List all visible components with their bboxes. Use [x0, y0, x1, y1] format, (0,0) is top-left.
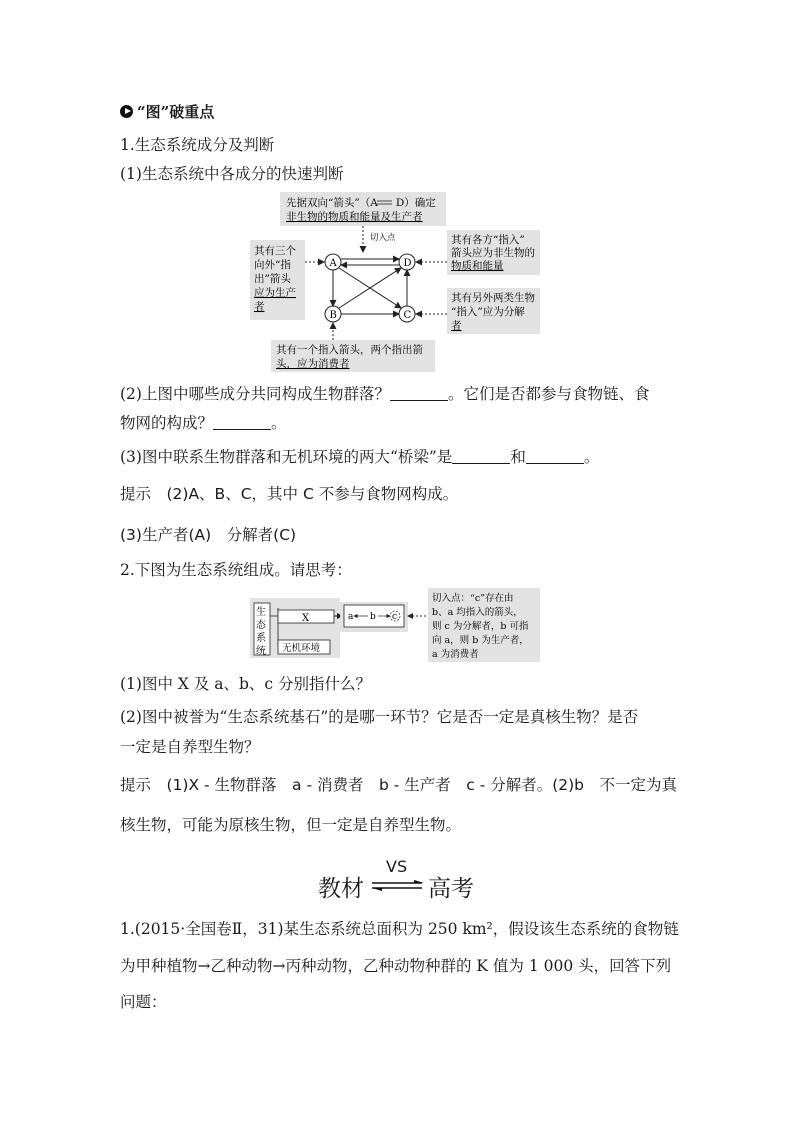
svg-text:a: a — [348, 612, 354, 622]
right-mid-note-2: 者 — [451, 320, 462, 332]
banner-mid: VS — [386, 857, 408, 876]
q2-sub1: (1)图中 X 及 a、b、c 分别指什么？ — [120, 675, 372, 693]
section-header — [120, 101, 214, 122]
right-top-note-2: 物质和能量 — [451, 260, 504, 272]
svg-text:b、a 均指入的箭头，: b、a 均指入的箭头， — [432, 607, 523, 618]
right-top-note-0: 其有各方“指入” — [451, 234, 525, 246]
q1-hint-1: 提示 (2)A、B、C，其中 C 不参与食物网构成。 — [120, 485, 459, 503]
q3-line3: 问题： — [120, 993, 167, 1011]
q2-heading: 2.下图为生态系统组成。请思考： — [120, 561, 352, 579]
q1-heading: 1.生态系统成分及判断 — [120, 136, 275, 154]
svg-text:B: B — [329, 310, 337, 321]
left-note-1: 向外“指 — [254, 259, 291, 271]
bottom-note-0: 其有一个指入箭头，两个指出箭 — [276, 344, 423, 356]
q3-line1: 1.(2015·全国卷Ⅱ，31)某生态系统总面积为 250 km²，假设该生态系统的食物链 — [120, 920, 679, 938]
left-note-4: 者 — [254, 301, 265, 313]
q3-line2: 为甲种植物→乙种动物→丙种动物，乙种动物种群的 K 值为 1 000 头，回答下列 — [120, 957, 672, 975]
left-note-2: 出”箭头 — [254, 273, 291, 285]
svg-text:X: X — [302, 613, 310, 624]
play-circle-icon — [120, 105, 133, 118]
right-mid-note-0: 其有另外两类生物 — [451, 292, 535, 304]
svg-text:无机环境: 无机环境 — [282, 643, 321, 654]
top-note-line1: 先据双向“箭头”（A D）确定 — [286, 197, 436, 209]
svg-text:b: b — [370, 612, 376, 622]
q1-hint-2: (3)生产者(A) 分解者(C) — [120, 526, 297, 544]
q1-sub2-line1: (2)上图中哪些成分共同构成生物群落？ 。它们是否都参与食物链、食 — [120, 385, 650, 403]
right-mid-note-1: “指入”应为分解 — [451, 306, 525, 318]
section-title: “图”破重点 — [137, 103, 215, 121]
svg-text:统: 统 — [256, 646, 266, 657]
svg-text:C: C — [403, 310, 412, 321]
left-note-3: 应为生产 — [254, 287, 296, 299]
svg-text:生: 生 — [256, 607, 266, 618]
svg-text:c: c — [392, 612, 398, 622]
answer-blank-1[interactable] — [390, 386, 448, 401]
svg-text:A: A — [329, 258, 337, 269]
svg-text:D: D — [403, 258, 412, 269]
answer-blank-3[interactable] — [452, 449, 510, 464]
ecosystem-composition-diagram — [250, 588, 542, 664]
textbook-vs-exam-banner — [318, 857, 488, 902]
q2-sub2-line1: (2)图中被誉为“生态系统基石”的是哪一环节？它是否一定是真核生物？是否 — [120, 708, 639, 726]
entry-label: 切入点 — [370, 233, 396, 243]
q1-sub1: (1)生态系统中各成分的快速判断 — [120, 165, 344, 183]
svg-text:a 为消费者: a 为消费者 — [432, 649, 479, 660]
svg-text:向 a，则 b 为生产者，: 向 a，则 b 为生产者， — [432, 635, 529, 646]
answer-blank-2[interactable] — [213, 415, 271, 430]
q2-hint-1: 提示 (1)X - 生物群落 a - 消费者 b - 生产者 c - 分解者。(2)b 不一定为真 — [120, 776, 678, 794]
left-note-0: 其有三个 — [254, 245, 296, 257]
svg-text:切入点：“c”存在由: 切入点：“c”存在由 — [432, 593, 514, 604]
answer-blank-4[interactable] — [526, 449, 584, 464]
double-arrow-icon — [370, 880, 426, 892]
banner-right: 高考 — [428, 876, 474, 902]
top-note-line2: 非生物的物质和能量及生产者 — [286, 211, 423, 223]
q1-sub2-line2: 物网的构成？ 。 — [120, 414, 287, 432]
bottom-note-1: 头，应为消费者 — [276, 358, 350, 370]
q2-sub2-line2: 一定是自养型生物？ — [120, 738, 260, 756]
ecosystem-component-diagram — [250, 192, 550, 374]
banner-left: 教材 — [318, 876, 364, 902]
svg-text:则 c 为分解者，b 可指: 则 c 为分解者，b 可指 — [432, 621, 529, 632]
q1-sub3: (3)图中联系生物群落和无机环境的两大“桥梁”是 和 。 — [120, 448, 600, 466]
right-top-note-1: 箭头应为非生物的 — [451, 247, 535, 259]
svg-text:系: 系 — [256, 633, 266, 644]
q2-hint-2: 核生物，可能为原核生物，但一定是自养型生物。 — [120, 816, 462, 834]
svg-text:态: 态 — [256, 620, 266, 631]
